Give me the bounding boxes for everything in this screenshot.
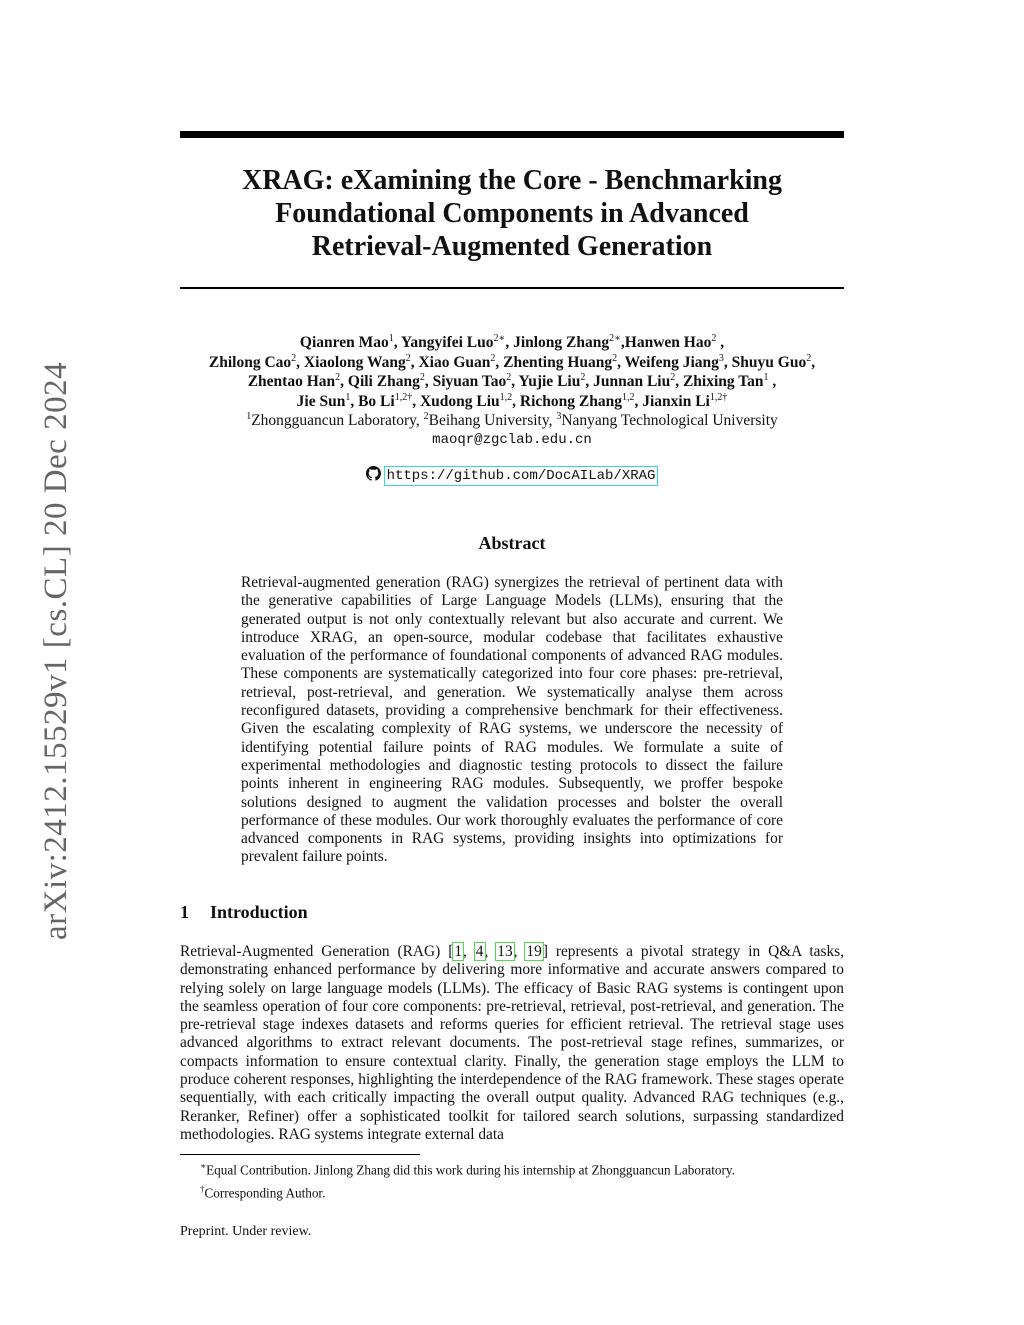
author-name: Jie Sun$^1$ — [296, 391, 351, 410]
author-affiliation-mark: 2∗ — [493, 332, 506, 344]
citation-link[interactable]: 19 — [526, 943, 542, 960]
affiliation: Nanyang Technological University — [561, 412, 778, 429]
author-affiliation-mark: 2 — [612, 352, 618, 364]
author-name: Xiaolong Wang$^2$ — [303, 352, 411, 371]
author-name: Yujie Liu$^2$ — [518, 371, 586, 390]
author-name: Jinlong Zhang$^{2∗}$ — [513, 332, 621, 351]
author-affiliation-mark: 1,2 — [621, 391, 635, 403]
author-name: Siyuan Tao$^2$ — [432, 371, 512, 390]
author-affiliation-mark: 2 — [506, 371, 512, 383]
section-title: Introduction — [210, 902, 308, 922]
section-number: 1 — [180, 902, 189, 922]
author-name: Zhentao Han$^2$ — [247, 371, 341, 390]
affiliation-mark: 2 — [423, 410, 429, 422]
author-name: Zhilong Cao$^2$ — [208, 352, 297, 371]
author-name: Junnan Liu$^2$ — [593, 371, 676, 390]
author-separator: , — [811, 353, 816, 371]
author-affiliation-mark: 2 — [580, 371, 586, 383]
author-name: Zhixing Tan$^1$ — [682, 371, 769, 390]
author-separator: , — [410, 353, 419, 371]
footnote-mark: ∗ — [200, 1161, 207, 1171]
footnote-mark: † — [200, 1183, 205, 1194]
citation-link[interactable]: 1 — [454, 943, 463, 960]
author-affiliation-mark: 2 — [335, 371, 341, 383]
abstract-heading: Abstract — [478, 533, 546, 553]
author-name: Yangyifei Luo$^{2∗}$ — [400, 332, 506, 351]
author-block — [150, 333, 874, 450]
author-affiliation-mark: 1 — [388, 332, 394, 344]
arxiv-stamp: arXiv:2412.15529v1 [cs.CL] 20 Dec 2024 — [38, 361, 74, 940]
title-line: Foundational Components in Advanced — [275, 198, 749, 229]
author-name: Bo $Li^{1,2\dagger}$ — [358, 391, 413, 410]
author-separator: , — [585, 373, 594, 390]
author-affiliation-mark: 2 — [806, 352, 812, 364]
intro-text: ] represents a pivotal strategy in Q&A tasks, demonstrating enhanced performance by delivering more informative and accurate answers compared to relying solely on large language models (LLMs). The efficacy of Basic RAG systems is contingent upon the seamless operation of four core components: pre-retrieval, retrieval, post-retrieval, and generation. The pre-retrieval stage indexes datasets and reforms queries for efficient retrieval. The retrieval stage uses advanced algorithms to extract relevant documents. The post-retrieval stage refines, summarizes, or compacts information to ensure contextual clarity. Finally, the generation stage employs the LLM to produce coherent responses, highlighting the interdependence of the RAG framework. These stages operate sequentially, with each critically impacting the overall output quality. Advanced RAG techniques (e.g., Reranker, Refiner) offer a sophisticated toolkit for tailored search solutions, surpassing standardized methodologies. RAG systems integrate external data — [180, 943, 844, 1143]
footnote — [200, 1180, 844, 1203]
author-name: Shuyu Guo$^2$ — [731, 352, 812, 371]
footnote — [200, 1157, 844, 1180]
author-separator: , — [512, 392, 520, 410]
footnote-text: Equal Contribution. Jinlong Zhang did this work during his internship at Zhongguancun Laboratory. — [206, 1162, 735, 1178]
author-separator: , — [768, 373, 777, 390]
author-affiliation-mark: 2 — [670, 371, 676, 383]
author-affiliation-mark: 2∗ — [609, 332, 621, 344]
author-separator: , — [340, 373, 348, 390]
author-line — [150, 392, 874, 412]
author-line — [150, 333, 874, 353]
citation-link[interactable]: 13 — [497, 943, 513, 960]
title-line: XRAG: eXamining the Core - Benchmarking — [241, 165, 782, 196]
author-separator: , — [617, 353, 625, 371]
footnote-rule — [180, 1154, 420, 1155]
github-icon — [366, 466, 381, 481]
affiliation: Zhongguancun Laboratory, — [251, 412, 424, 429]
intro-text: Retrieval-Augmented Generation (RAG) [ — [180, 943, 454, 960]
author-separator: , — [620, 334, 625, 351]
title-bottom-rule — [180, 287, 844, 289]
author-separator: , — [350, 392, 359, 410]
section-heading — [180, 902, 308, 923]
citation-link[interactable]: 4 — [475, 943, 484, 960]
author-affiliation-mark: 3 — [718, 352, 724, 364]
author-separator: , — [511, 373, 519, 390]
author-affiliation-mark: 1,2† — [394, 391, 413, 403]
footnote-text: Corresponding Author. — [204, 1185, 326, 1201]
paper-title — [180, 164, 844, 263]
author-affiliation-mark: 2 — [405, 352, 411, 364]
intro-paragraph: Retrieval-Augmented Generation (RAG) [1, 4, 13, 19] represents a pivotal strategy in Q&A tasks, demonstrating enhanced performance by delivering more informative and accurate answers compared to relying solely on large language models (LLMs). The efficacy of Basic RAG systems is contingent upon the seamless operation of four core components: pre-retrieval, retrieval, post-retrieval, and generation. The pre-retrieval stage indexes datasets and reforms queries for efficient retrieval. The retrieval stage uses advanced algorithms to extract relevant documents. The post-retrieval stage refines, summarizes, or compacts information to ensure contextual clarity. Finally, the generation stage employs the LLM to produce coherent responses, highlighting the interdependence of the RAG framework. These stages operate sequentially, with each critically impacting the overall output quality. Advanced RAG techniques (e.g., Reranker, Refiner) offer a sophisticated toolkit for tailored search solutions, surpassing standardized methodologies. RAG systems integrate external data — [180, 943, 844, 1143]
author-name: Qianren Mao$^1$ — [299, 332, 394, 351]
title-line: Retrieval-Augmented Generation — [311, 231, 713, 262]
author-affiliation-mark: 2 — [419, 371, 425, 383]
contact-email[interactable]: maoqr@zgclab.edu.cn — [432, 431, 592, 448]
author-affiliation-mark: 2 — [490, 352, 496, 364]
affiliation-mark: 3 — [556, 410, 562, 422]
author-separator: , — [505, 334, 514, 351]
author-separator: , — [393, 334, 401, 351]
author-name: Zhenting Huang$^2$ — [503, 352, 618, 371]
author-name: Qili Zhang$^2$ — [347, 371, 425, 390]
author-affiliation-mark: 1 — [763, 371, 769, 383]
author-name: Weifeng Jiang$^3$ — [624, 352, 724, 371]
author-affiliation-mark: 2 — [291, 352, 297, 364]
author-name: Hanwen Hao$^2$ — [624, 332, 717, 351]
author-separator: , — [634, 392, 643, 410]
affiliation: Beihang University, — [428, 412, 557, 429]
github-link-row — [180, 466, 844, 486]
author-separator: , — [412, 392, 420, 410]
author-affiliation-mark: 1,2 — [499, 391, 513, 403]
author-separator: , — [424, 373, 433, 390]
author-name: Richong Zhang$^{1,2}$ — [519, 391, 635, 410]
author-affiliation-mark: 1,2† — [709, 391, 728, 403]
github-link[interactable]: https://github.com/DocAILab/XRAG — [384, 466, 659, 486]
author-line — [150, 372, 874, 392]
author-separator: , — [495, 353, 504, 371]
author-separator: , — [675, 373, 683, 390]
affiliation-mark: 1 — [246, 410, 252, 422]
author-name: Jianxin $Li^{1,2\dagger}$ — [642, 391, 728, 410]
author-line — [150, 353, 874, 373]
author-affiliation-mark: 1 — [345, 391, 351, 403]
affiliations — [150, 411, 874, 431]
author-affiliation-mark: 2 — [711, 332, 717, 344]
author-name: Xiao Guan$^2$ — [418, 352, 496, 371]
abstract-text: Retrieval-augmented generation (RAG) synergizes the retrieval of pertinent data with the generative capabilities of Large Language Models (LLMs), ensuring that the generated output is not only contextually relevant but also accurate and current. We introduce XRAG, an open-source, modular codebase that facilitates exhaustive evaluation of the performance of foundational components of advanced RAG modules. These components are systematically categorized into four core phases: pre-retrieval, retrieval, post-retrieval, and generation. We systematically analyse them across reconfigured datasets, providing a comprehensive benchmark for their effectiveness. Given the escalating complexity of RAG systems, we underscore the necessity of identifying potential failure points of RAG modules. We formulate a suite of experimental methodologies and diagnostic testing protocols to dissect the failure points inherent in engineering RAG modules. Subsequently, we proffer bespoke solutions designed to augment the validation processes and bolster the overall performance of these modules. Our work thoroughly evaluates the performance of core advanced components in RAG systems, providing insights into optimizations for prevalent failure points. — [241, 574, 783, 866]
preprint-note: Preprint. Under review. — [180, 1224, 312, 1239]
author-separator: , — [723, 353, 732, 371]
author-separator: , — [296, 353, 304, 371]
author-separator: , — [716, 334, 725, 351]
title-top-rule — [180, 131, 844, 138]
footnotes — [200, 1157, 844, 1203]
author-name: Xudong Liu$^{1,2}$ — [419, 391, 513, 410]
